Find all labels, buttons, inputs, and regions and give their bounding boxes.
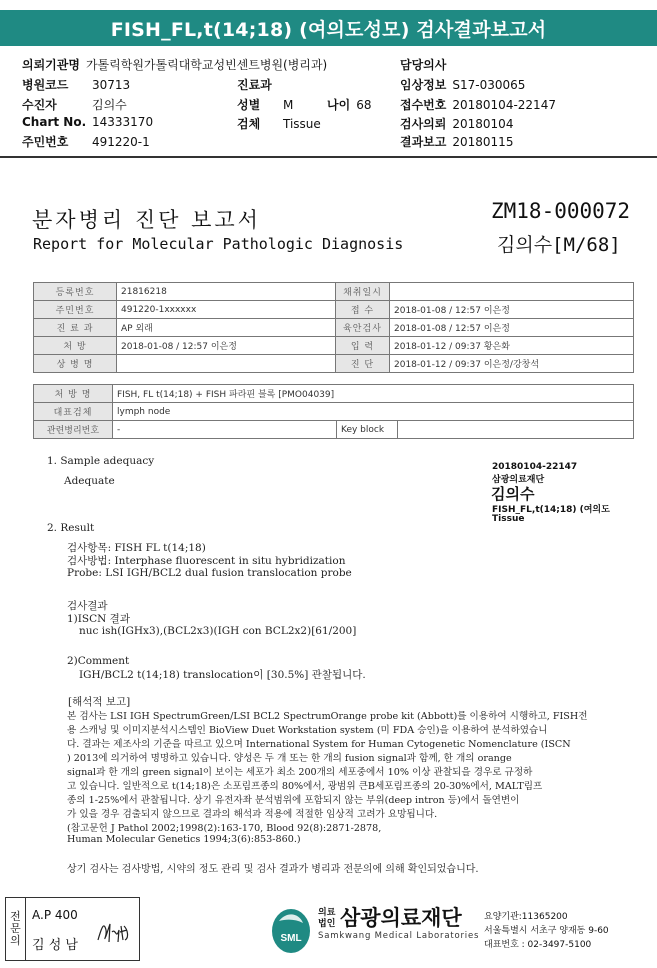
report-order-table: 처 방 명 FISH, FL t(14;18) + FISH 파라핀 블록 [PMO04039] 대표검체 lymph node 관련병리번호 - Key block bbox=[33, 384, 634, 439]
interpretation-line: signal과 한 개의 green signal이 보이는 세포가 최소 200개의 세포중에서 10% 이상 관찰되을 경우로 규정하 bbox=[67, 767, 533, 778]
interpretation-line: (참고문헌 J Pathol 2002;1998(2):163-170, Blood 92(8):2871-2878, bbox=[67, 823, 382, 834]
interpretation-line: 가 있을 경우 검출되지 않으므로 결과의 해석과 적용에 적절한 임상적 고려가 요망됩니다. bbox=[67, 809, 438, 820]
org-name-english: Samkwang Medical Laboratories bbox=[318, 931, 480, 941]
stamp-accession: 20180104-22147 bbox=[492, 462, 578, 472]
header-report-date: 결과보고 20180115 bbox=[400, 135, 514, 149]
header-divider bbox=[0, 156, 657, 158]
section-sample-adequacy-title: 1. Sample adequacy bbox=[47, 455, 155, 467]
result-test-item: 검사항목: FISH FL t(14;18) bbox=[67, 542, 206, 554]
org-address: 서울특별시 서초구 양재동 9-60 bbox=[484, 926, 609, 936]
header-request-date: 검사의뢰 20180104 bbox=[400, 117, 514, 131]
header-clinical-info: 임상정보 S17-030065 bbox=[400, 78, 526, 92]
report-title: FISH_FL,t(14;18) (여의도성모) 검사결과보고서 bbox=[110, 18, 547, 41]
interpretation-heading: [해석적 보고] bbox=[68, 696, 131, 708]
stamp-test: FISH_FL,t(14;18) (여의도 bbox=[492, 505, 610, 515]
iscn-heading: 1)ISCN 결과 bbox=[67, 613, 130, 625]
report-title-english: Report for Molecular Pathologic Diagnosis bbox=[33, 235, 404, 253]
section-sample-adequacy-value: Adequate bbox=[64, 475, 115, 487]
result-probe: Probe: LSI IGH/BCL2 dual fusion translocation probe bbox=[67, 567, 352, 579]
org-type-label: 의료 법인 bbox=[318, 908, 336, 929]
stamp-specimen: Tissue bbox=[492, 514, 525, 524]
stamp-org: 삼광의료재단 bbox=[492, 475, 545, 485]
header-age: 나이 68 bbox=[327, 98, 372, 112]
header-specimen: 검체 Tissue bbox=[237, 117, 321, 131]
report-number: ZM18-000072 bbox=[491, 199, 631, 223]
interpretation-line: 종의 1-25%에서 관찰됩니다. 상기 유전자좌 분석범위에 포함되지 않는 부위(deep intron 등)에서 돌연변이 bbox=[67, 795, 520, 806]
org-name: 삼광의료재단 bbox=[340, 906, 462, 930]
interpretation-line: 다. 결과는 제조사의 기준을 따르고 있으며 International System for Human Cytogenetic Nomenclature (ISCN bbox=[67, 739, 571, 750]
sml-logo-icon bbox=[269, 905, 313, 955]
header-accession-no: 접수번호 20180104-22147 bbox=[400, 98, 556, 112]
org-phone: 대표번호 : 02-3497-5100 bbox=[484, 940, 592, 950]
comment-heading: 2)Comment bbox=[67, 655, 130, 667]
result-test-method: 검사방법: Interphase fluorescent in situ hybridization bbox=[67, 555, 346, 567]
interpretation-line: Human Molecular Genetics 1994;3(6):853-860.) bbox=[67, 834, 301, 845]
care-institution-code: 요양기관:11365200 bbox=[484, 912, 568, 922]
sml-logo-text: SML bbox=[280, 933, 302, 944]
interpretation-line: ) 2013에 의거하여 명명하고 있습니다. 양성은 두 개 또는 한 개의 fusion signal과 함께, 한 개의 orange bbox=[67, 753, 512, 764]
specialist-label: 전 문 의 bbox=[6, 898, 26, 960]
report-title-korean: 분자병리 진단 보고서 bbox=[32, 208, 261, 232]
header-chart-no: Chart No. 14333170 bbox=[22, 115, 154, 129]
closing-statement: 상기 검사는 검사방법, 시약의 정도 관리 및 검사 결과가 병리과 전문의에 의해 확인되었습니다. bbox=[67, 864, 479, 875]
iscn-value: nuc ish(IGHx3),(BCL2x3)(IGH con BCL2x2)[61/200] bbox=[79, 625, 357, 637]
report-info-table: 등록번호 21816218 채취일시 주민번호 491220-1xxxxxx 접 수 2018-01-08 / 12:57 이은정 진 료 과 AP 외래 육안검사 2018-01-08 / 12:57 이은정 처 방 2018-01-08 / 12:57 이은정 입 력 2018-01-12 / 09:37 황은화 상 병 명 진 단 2018-01-12 / 09:37 이은정/강창석 bbox=[33, 282, 634, 373]
header-sex: 성별 M bbox=[237, 98, 294, 112]
report-title-bar bbox=[0, 10, 657, 46]
interpretation-line: 본 검사는 LSI IGH SpectrumGreen/LSI BCL2 SpectrumOrange probe kit (Abbott)를 이용하여 시행하고, FISH전 bbox=[67, 711, 588, 722]
report-patient-tag: 김의수[M/68] bbox=[497, 234, 621, 256]
header-hospital-code: 병원코드 30713 bbox=[22, 78, 131, 92]
header-patient-name: 수진자 김의수 bbox=[22, 98, 127, 112]
header-rrn: 주민번호 491220-1 bbox=[22, 135, 150, 149]
specialist-name: 김 성 남 bbox=[32, 938, 78, 953]
result-heading: 검사결과 bbox=[67, 600, 108, 612]
comment-value: IGH/BCL2 t(14;18) translocation이 [30.5%] 관찰됩니다. bbox=[79, 669, 366, 681]
interpretation-line: 용 스캐닝 및 이미지분석시스템인 BioView Duet Workstation system (미 FDA 승인)을 이용하여 분석하였습니 bbox=[67, 725, 548, 736]
signature-icon bbox=[94, 916, 134, 948]
header-doctor: 담당의사 bbox=[400, 58, 447, 72]
header-requester: 의뢰기관명 가톨릭학원가톨릭대학교성빈센트병원(병리과) bbox=[22, 58, 328, 72]
section-result-title: 2. Result bbox=[47, 522, 95, 534]
specialist-code: A.P 400 bbox=[32, 908, 78, 922]
header-department: 진료과 bbox=[237, 78, 272, 92]
signature-box bbox=[5, 897, 140, 961]
interpretation-line: 고 있습니다. 일반적으로 t(14;18)은 소포림프종의 80%에서, 광범위 큰B세포림프종의 20-30%에서, MALT림프 bbox=[67, 781, 543, 792]
stamp-patient-name: 김의수 bbox=[491, 485, 535, 503]
